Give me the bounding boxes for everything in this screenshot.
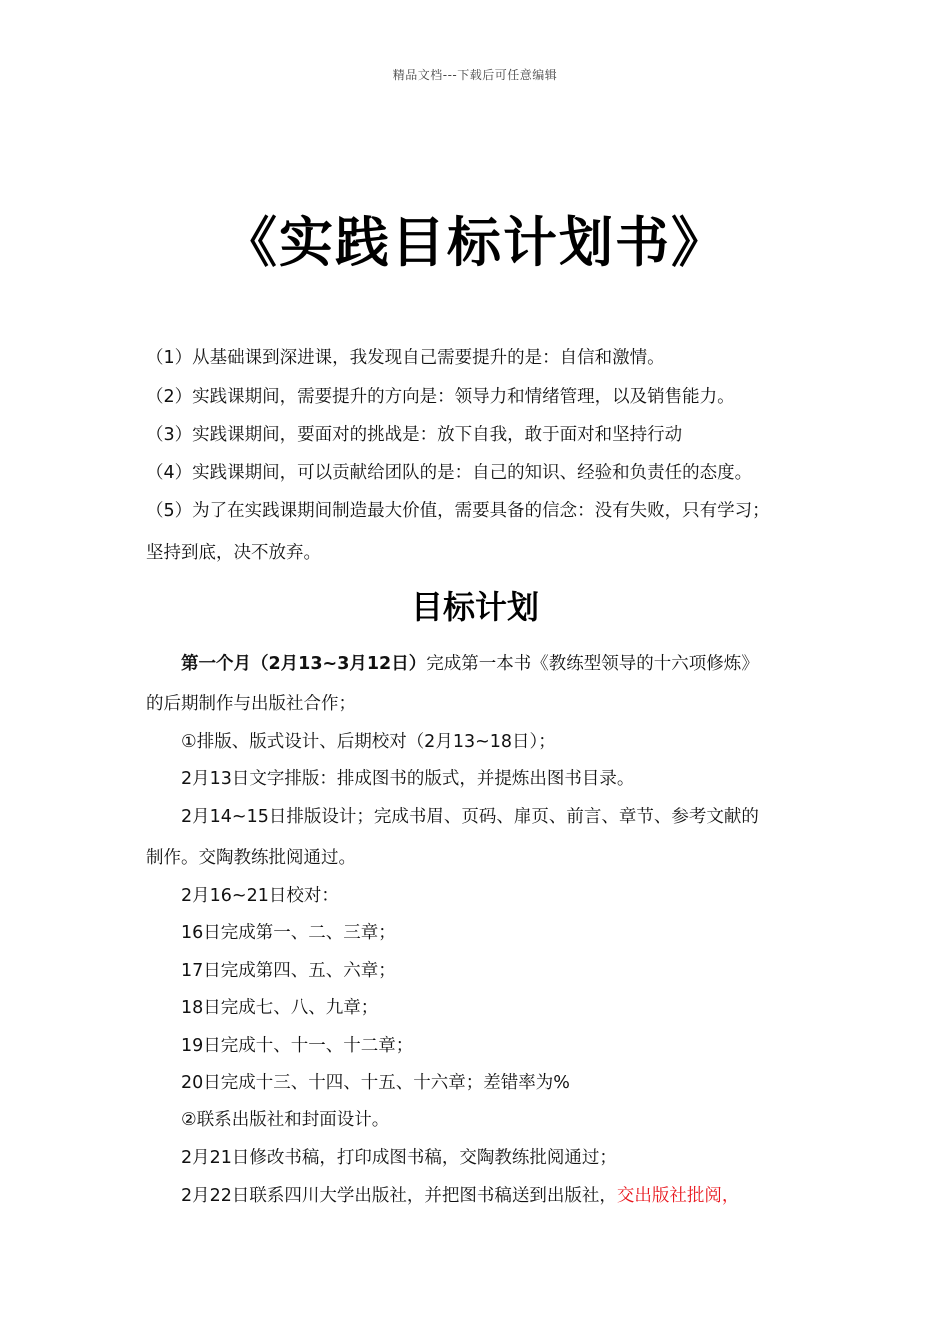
- intro-item-5: （5）为了在实践课期间制造最大价值，需要具备的信念：没有失败，只有学习；: [146, 501, 770, 521]
- day19-item: 19日完成十、十一、十二章；: [181, 1036, 414, 1056]
- intro-item-4: （4）实践课期间，可以贡献给团队的是：自己的知识、经验和负责任的态度。: [146, 463, 753, 483]
- feb21-item: 2月21日修改书稿，打印成图书稿，交陶教练批阅通过；: [181, 1148, 617, 1168]
- day16-item: 16日完成第一、二、三章；: [181, 923, 396, 943]
- month1-paragraph-continued: 的后期制作与出版社合作；: [146, 694, 356, 714]
- step-1: ①排版、版式设计、后期校对（2月13~18日）；: [181, 732, 556, 752]
- feb22-highlight: 交出版社批阅，: [616, 1186, 740, 1206]
- day17-item: 17日完成第四、五、六章；: [181, 961, 396, 981]
- month1-text: 完成第一本书《教练型领导的十六项修炼》: [426, 654, 759, 674]
- feb13-item: 2月13日文字排版：排成图书的版式，并提炼出图书目录。: [181, 769, 635, 789]
- intro-item-1: （1）从基础课到深进课，我发现自己需要提升的是：自信和激情。: [146, 348, 665, 368]
- header-note: 精品文档---下载后可任意编辑: [392, 68, 558, 82]
- day18-item: 18日完成七、八、九章；: [181, 998, 379, 1018]
- feb22-item: [181, 1184, 739, 1208]
- feb14-15-item-continued: 制作。交陶教练批阅通过。: [146, 848, 356, 868]
- intro-item-3: （3）实践课期间，要面对的挑战是：放下自我，敢于面对和坚持行动: [146, 425, 683, 445]
- intro-item-2: （2）实践课期间，需要提升的方向是：领导力和情绪管理，以及销售能力。: [146, 387, 735, 407]
- intro-item-5-continued: 坚持到底，决不放弃。: [146, 543, 321, 563]
- month1-label: 第一个月（2月13~3月12日）: [181, 654, 427, 674]
- document-title: 《实践目标计划书》: [223, 211, 727, 274]
- day20-item: 20日完成十三、十四、十五、十六章；差错率为%: [181, 1073, 570, 1093]
- month1-paragraph: [181, 652, 759, 676]
- feb14-15-item: 2月14~15日排版设计；完成书眉、页码、扉页、前言、章节、参考文献的: [181, 807, 759, 827]
- step-2: ②联系出版社和封面设计。: [181, 1110, 390, 1130]
- feb16-21-item: 2月16~21日校对：: [181, 886, 339, 906]
- feb22-text: 2月22日联系四川大学出版社，并把图书稿送到出版社，: [181, 1186, 617, 1206]
- section-heading: 目标计划: [410, 588, 539, 626]
